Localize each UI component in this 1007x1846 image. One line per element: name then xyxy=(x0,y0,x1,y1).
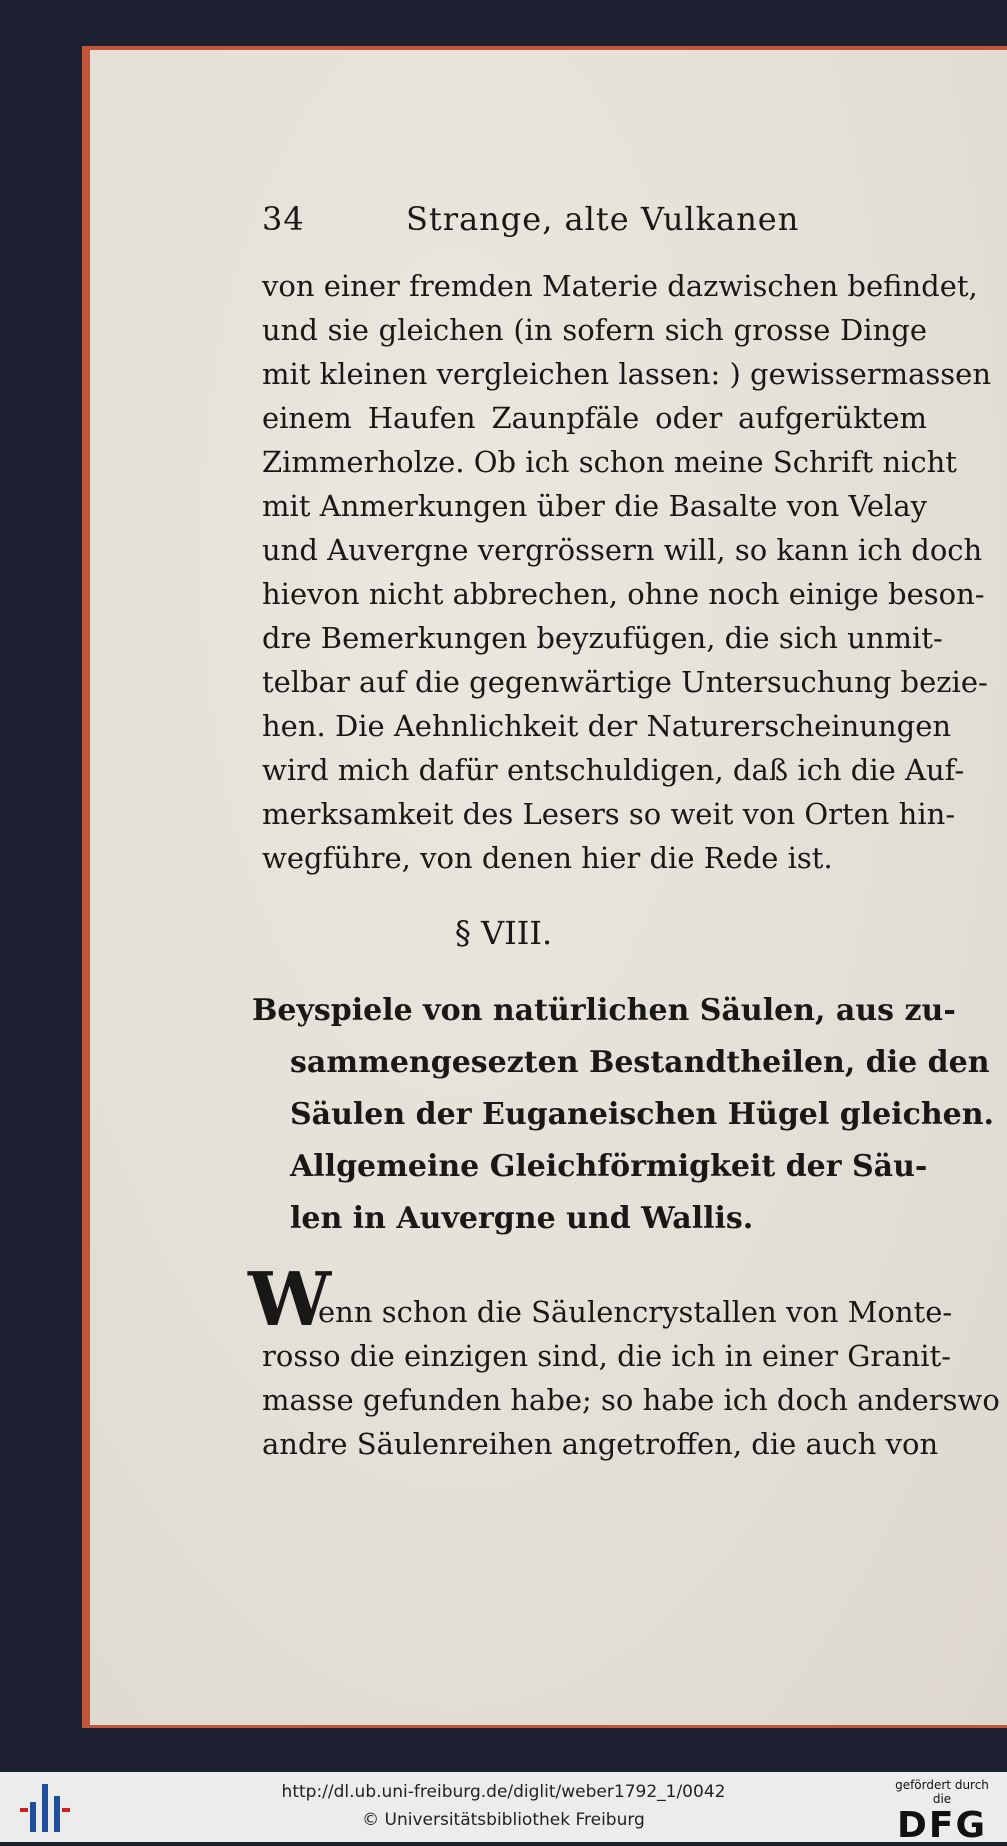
text-line: merksamkeit des Lesers so weit von Orten hin- xyxy=(262,797,956,831)
drop-cap: W xyxy=(248,1257,332,1343)
section-heading-line: Beyspiele von natürlichen Säulen, aus zu- xyxy=(252,993,956,1028)
dfg-logo xyxy=(887,1778,997,1846)
running-title: Strange, alte Vulkanen xyxy=(406,200,800,238)
dfg-tagline: gefördert durch die xyxy=(895,1778,989,1806)
section-heading-line: Säulen der Euganeischen Hügel gleichen. xyxy=(290,1097,995,1132)
text-line: mit kleinen vergleichen lassen: ) gewissermassen xyxy=(262,357,992,391)
text-line: hen. Die Aehnlichkeit der Naturerscheinungen xyxy=(262,709,952,743)
text-line: einem Haufen Zaunpfäle oder aufgerüktem xyxy=(262,401,927,435)
text-line: rosso die einzigen sind, die ich in einer Granit- xyxy=(262,1339,951,1373)
section-heading-line: sammengesezten Bestandtheilen, die den xyxy=(290,1045,990,1080)
viewer-footer xyxy=(0,1772,1007,1846)
text-line: und sie gleichen (in sofern sich grosse Dinge xyxy=(262,313,927,347)
text-line: von einer fremden Materie dazwischen befindet, xyxy=(262,269,978,303)
text-line: hievon nicht abbrechen, ohne noch einige beson- xyxy=(262,577,985,611)
section-heading-line: len in Auvergne und Wallis. xyxy=(290,1201,754,1236)
text-line: dre Bemerkungen beyzufügen, die sich unmit- xyxy=(262,621,943,655)
copyright-notice: © Universitätsbibliothek Freiburg xyxy=(362,1810,645,1830)
text-line: Zimmerholze. Ob ich schon meine Schrift nicht xyxy=(262,445,957,479)
page-number: 34 xyxy=(262,200,305,238)
text-line: und Auvergne vergrössern will, so kann ich doch xyxy=(262,533,983,567)
dfg-wordmark: DFG xyxy=(896,1805,988,1846)
text-line: enn schon die Säulencrystallen von Monte- xyxy=(318,1295,953,1329)
running-header xyxy=(262,200,802,240)
text-line: wird mich dafür entschuldigen, daß ich die Auf- xyxy=(262,753,965,787)
text-line: mit Anmerkungen über die Basalte von Velay xyxy=(262,489,927,523)
section-number: § VIII. xyxy=(454,914,553,952)
page-url[interactable]: http://dl.ub.uni-freiburg.de/diglit/weber1792_1/0042 xyxy=(281,1782,726,1802)
text-line: andre Säulenreihen angetroffen, die auch von xyxy=(262,1427,939,1461)
section-heading-line: Allgemeine Gleichförmigkeit der Säu- xyxy=(290,1149,928,1184)
text-line: masse gefunden habe; so habe ich doch anderswo xyxy=(262,1383,1000,1417)
text-line: telbar auf die gegenwärtige Untersuchung bezie- xyxy=(262,665,988,699)
text-line: wegführe, von denen hier die Rede ist. xyxy=(262,841,833,875)
